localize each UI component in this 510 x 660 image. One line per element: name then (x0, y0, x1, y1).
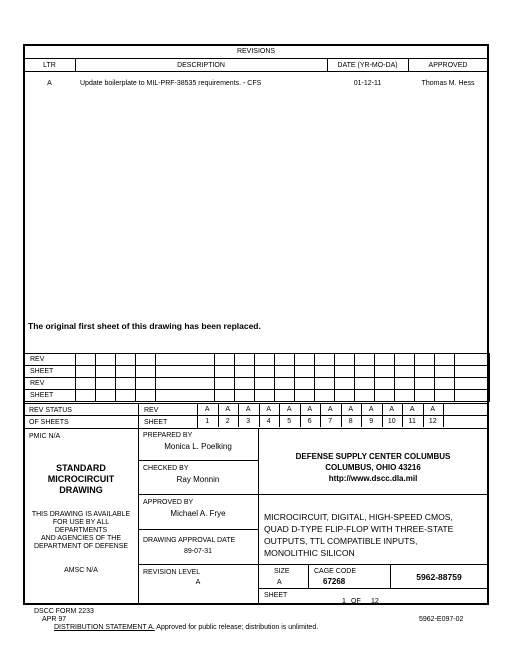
grid-label: REV (25, 378, 76, 390)
document-number: 5962-E097-02 (419, 616, 464, 623)
rule (24, 415, 488, 416)
rule (138, 529, 258, 530)
sheet-number-cell: 4 (266, 418, 271, 425)
sheet-number-cell: 12 (428, 418, 437, 425)
rule (138, 494, 488, 495)
col-approved-header: APPROVED (428, 62, 468, 69)
revision-description: Update boilerplate to MIL-PRF-38535 requirements. - CFS (80, 80, 262, 87)
sheet-number-cell: 3 (246, 418, 251, 425)
rule (24, 403, 488, 404)
col-description-header: DESCRIPTION (177, 62, 225, 69)
drawing-title-line-1: MICROCIRCUIT, DIGITAL, HIGH-SPEED CMOS, (264, 512, 453, 522)
size-label: SIZE (274, 568, 290, 575)
availability-line-2: FOR USE BY ALL (52, 519, 110, 526)
grid-row-sheet-b (25, 390, 490, 402)
sheet-number-cell: 1 (205, 418, 210, 425)
dscc-name: DEFENSE SUPPLY CENTER COLUMBUS (295, 452, 451, 461)
revision-level-label: REVISION LEVEL (143, 569, 201, 576)
drawing-number: 5962-88759 (416, 572, 462, 582)
sheet-number-cell: 11 (408, 418, 416, 425)
availability-line-1: THIS DRAWING IS AVAILABLE (31, 511, 131, 518)
sheet-number-cell: 2 (225, 418, 230, 425)
standard-line-2: MICROCIRCUIT (47, 474, 115, 484)
grid-label: SHEET (25, 366, 76, 378)
drawing-title-line-3: OUTPUTS, TTL COMPATIBLE INPUTS, (264, 536, 418, 546)
cage-code: 67268 (323, 577, 346, 586)
rule (138, 460, 258, 461)
size-value: A (277, 579, 282, 586)
rule (24, 428, 488, 429)
sheet-number-cell: 6 (307, 418, 312, 425)
rule (24, 58, 488, 59)
rule (24, 71, 488, 72)
rev-status-cell: A (225, 406, 231, 413)
rev-status-cell: A (348, 406, 354, 413)
of-label: OF (351, 598, 361, 605)
rev-status-cell: A (307, 406, 313, 413)
standard-line-3: DRAWING (59, 485, 103, 495)
form-date: APR 97 (42, 616, 67, 623)
availability-line-4: AND AGENCIES OF THE (41, 535, 121, 542)
rev-status-cell: A (245, 406, 251, 413)
cage-code-label: CAGE CODE (314, 568, 357, 575)
checked-by-label: CHECKED BY (143, 465, 189, 472)
rule (138, 403, 139, 428)
sheet-row-label: SHEET (144, 419, 168, 426)
revision-approver: Thomas M. Hess (421, 80, 475, 87)
pmic-label: PMIC N/A (29, 433, 61, 440)
rule (258, 588, 488, 589)
rev-status-cell: A (204, 406, 210, 413)
sheet-number-cell: 5 (287, 418, 292, 425)
availability-line-5: DEPARTMENT OF DEFENSE (33, 543, 129, 550)
grid-row-rev-a (25, 354, 490, 366)
sheet-label: SHEET (264, 592, 288, 599)
sheet-number-cell: 7 (328, 418, 333, 425)
distribution-statement-text: Approved for public release; distribution is unlimited. (154, 624, 319, 631)
rev-status-label: REV STATUS (29, 407, 72, 414)
rev-status-cell: A (327, 406, 333, 413)
approval-date-label: DRAWING APPROVAL DATE (143, 537, 236, 544)
standard-line-1: STANDARD (56, 463, 106, 473)
sheet-number-cell: 10 (387, 418, 396, 425)
rev-status-cell: A (266, 406, 272, 413)
sheet-total: 12 (371, 598, 379, 605)
dscc-address: COLUMBUS, OHIO 43216 (325, 463, 421, 472)
approval-date: 89-07-31 (183, 548, 213, 555)
availability-line-3: DEPARTMENTS (54, 527, 108, 534)
col-ltr-header: LTR (43, 62, 56, 69)
prepared-by-label: PREPARED BY (143, 432, 193, 439)
sheet-number: 1 (342, 598, 346, 605)
rev-row-label: REV (144, 407, 159, 414)
grid-row-sheet-a (25, 366, 490, 378)
rev-status-cell: A (409, 406, 415, 413)
rule (443, 403, 444, 427)
grid-row-rev-b (25, 378, 490, 390)
grid-label: REV (25, 354, 76, 366)
approved-by-name: Michael A. Frye (170, 509, 226, 518)
sheet-number-cell: 9 (369, 418, 374, 425)
revision-date: 01-12-11 (353, 80, 382, 87)
replaced-note: The original first sheet of this drawing has been replaced. (28, 321, 261, 331)
rev-status-cell: A (286, 406, 292, 413)
of-sheets-label: OF SHEETS (29, 419, 69, 426)
revision-level: A (195, 579, 201, 586)
distribution-statement (54, 623, 318, 632)
revision-ltr: A (47, 80, 52, 87)
approved-by-label: APPROVED BY (143, 499, 194, 506)
rule (308, 564, 309, 588)
grid-label: SHEET (25, 390, 76, 402)
prepared-by-name: Monica L. Poelking (164, 442, 232, 451)
rev-status-cell: A (368, 406, 374, 413)
checked-by-name: Ray Monnin (176, 475, 220, 484)
rev-status-cell: A (430, 406, 436, 413)
sheet-number-cell: 8 (348, 418, 353, 425)
rev-status-grid (24, 353, 490, 402)
amsc-label: AMSC N/A (64, 567, 98, 574)
col-date-header: DATE (YR-MO-DA) (337, 62, 398, 69)
rule (138, 564, 488, 565)
form-number: DSCC FORM 2233 (34, 608, 94, 615)
drawing-title-line-2: QUAD D-TYPE FLIP-FLOP WITH THREE-STATE (264, 524, 454, 534)
drawing-title-line-4: MONOLITHIC SILICON (264, 548, 355, 558)
rev-status-cell: A (389, 406, 395, 413)
distribution-statement-prefix: DISTRIBUTION STATEMENT A. (54, 624, 155, 631)
dscc-url: http://www.dscc.dla.mil (328, 474, 418, 483)
revisions-title: REVISIONS (236, 48, 276, 55)
